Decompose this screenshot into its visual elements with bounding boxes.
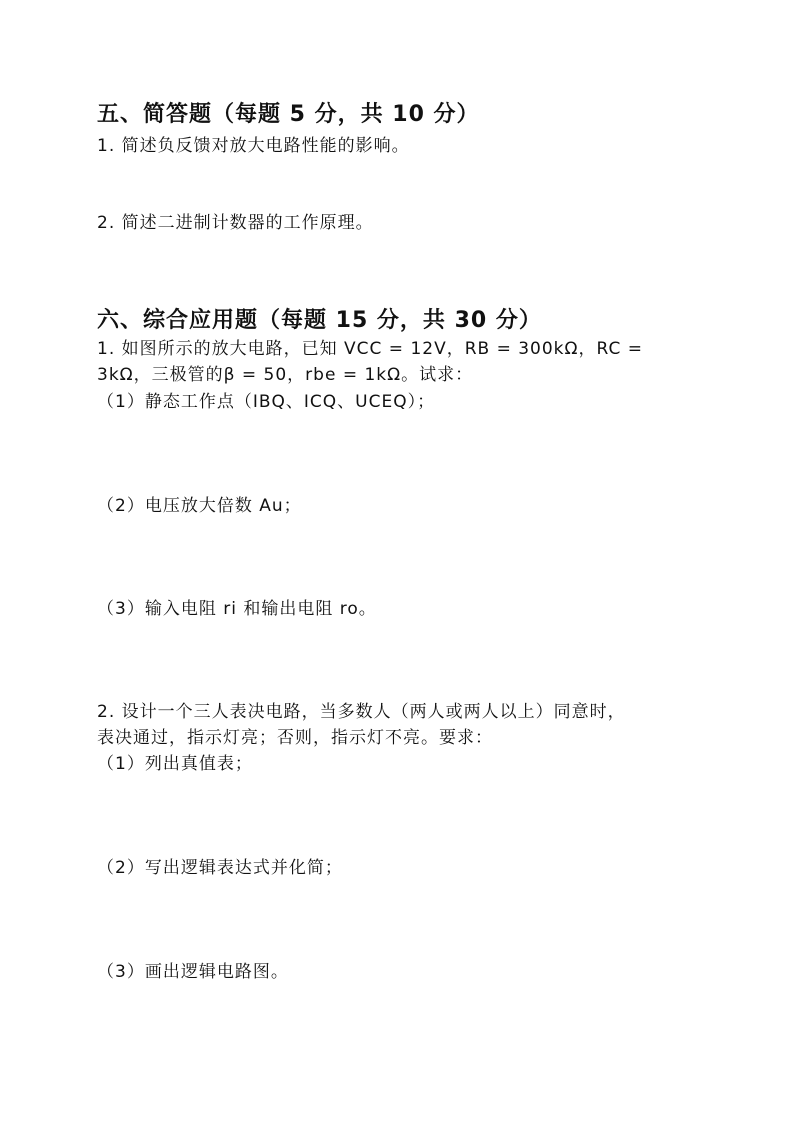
question-6-2-part-1: （1）列出真值表； (97, 754, 253, 774)
question-6-1-line-1: 1. 如图所示的放大电路，已知 VCC = 12V，RB = 300kΩ，RC = (97, 339, 644, 359)
question-5-2: 2. 简述二进制计数器的工作原理。 (97, 213, 374, 233)
question-6-1-line-2: 3kΩ，三极管的β = 50，rbe = 1kΩ。试求： (97, 365, 474, 385)
question-6-2-part-3: （3）画出逻辑电路图。 (97, 962, 289, 982)
question-6-2-part-2: （2）写出逻辑表达式并化简； (97, 858, 343, 878)
section-6-heading: 六、综合应用题（每题 15 分，共 30 分） (97, 308, 542, 333)
question-6-2-line-2: 表决通过，指示灯亮；否则，指示灯不亮。要求： (97, 728, 493, 748)
question-6-2-line-1: 2. 设计一个三人表决电路，当多数人（两人或两人以上）同意时， (97, 702, 626, 722)
question-6-1-part-2: （2）电压放大倍数 Au； (97, 496, 302, 516)
question-6-1-part-3: （3）输入电阻 ri 和输出电阻 ro。 (97, 599, 377, 619)
question-5-1: 1. 简述负反馈对放大电路性能的影响。 (97, 136, 410, 156)
question-6-1-part-1: （1）静态工作点（IBQ、ICQ、UCEQ）； (97, 392, 436, 412)
section-5-heading: 五、简答题（每题 5 分，共 10 分） (97, 102, 480, 127)
